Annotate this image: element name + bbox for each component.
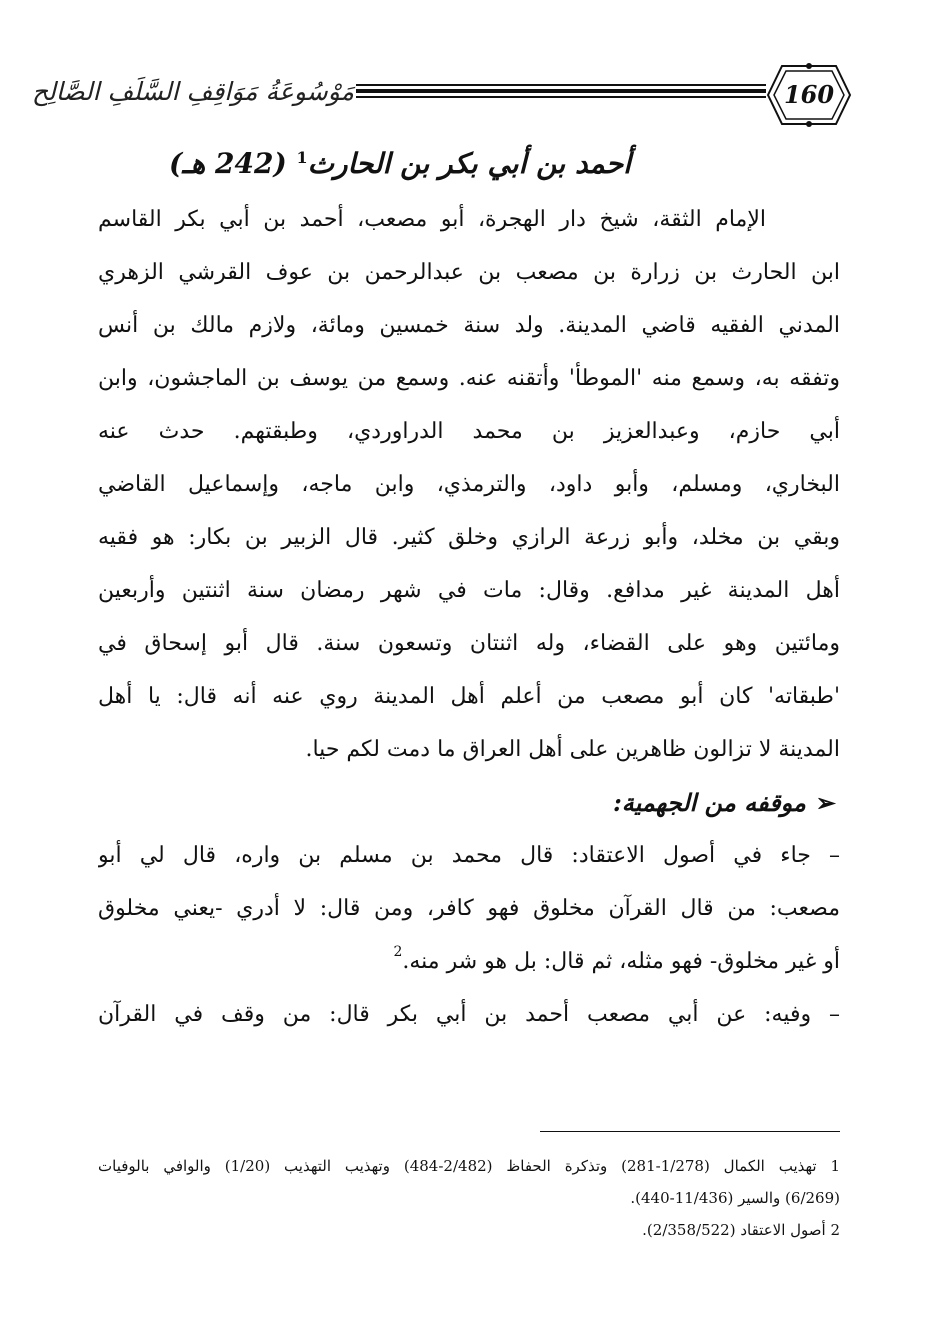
page-number-badge (764, 62, 854, 128)
body-line: المدينة لا تزالون ظاهرين على أهل العراق ما دمت لكم حيا. (305, 737, 840, 762)
body-text (98, 193, 840, 1041)
body-line: – جاء في أصول الاعتقاد: قال محمد بن مسلم بن واره، قال لي أبو (98, 843, 840, 868)
body-line: 'طبقاته' كان أبو مصعب من أعلم أهل المدينة روي عنه أنه قال: يا أهل (98, 684, 840, 709)
arrow-bullet-icon: ➢ (815, 788, 836, 817)
body-line: – وفيه: عن أبي مصعب أحمد بن أبي بكر قال: من وقف في القرآن (98, 1002, 840, 1027)
body-line: ومائتين وهو على القضاء، وله اثنتان وتسعون سنة. قال أبو إسحاق في (98, 631, 840, 656)
footnote-ref: 2 (393, 944, 403, 960)
body-line: أبي حازم، وعبدالعزيز بن محمد الدراوردي، وطبقتهم. حدث عنه (98, 419, 840, 444)
page-header (31, 62, 854, 134)
body-line: وبقي بن مخلد، وأبو زرعة الرازي وخلق كثير. قال الزبير بن بكار: هو فقيه (98, 525, 840, 550)
heading-year: (242 هـ) (169, 147, 287, 180)
book-title: مَوْسُوعَةُ مَوَاقِفِ السَّلَفِ الصَّالِح (31, 77, 354, 106)
biography-heading (120, 138, 680, 190)
body-line: المدني الفقيه قاضي المدينة. ولد سنة خمسين ومائة، ولازم مالك بن أنس (98, 313, 840, 338)
body-line: مصعب: من قال القرآن مخلوق فهو كافر، ومن قال: لا أدري -يعني مخلوق (98, 896, 840, 921)
body-line: البخاري، ومسلم، وأبو داود، والترمذي، وابن ماجه، وإسماعيل القاضي (98, 472, 840, 497)
section-subheading (98, 776, 840, 829)
body-line (98, 935, 840, 988)
body-line: أهل المدينة غير مدافع. وقال: مات في شهر رمضان سنة اثنتين وأربعين (98, 578, 840, 603)
footnote: (6/269) والسير (11/436-440). (630, 1189, 840, 1207)
body-line-text: أو غير مخلوق- فهو مثله، ثم قال: بل هو شر منه. (402, 949, 840, 974)
page-number: 160 (783, 80, 835, 109)
footnote-ref: 1 (296, 148, 308, 167)
header-rule (356, 89, 766, 93)
heading-name: أحمد بن أبي بكر بن الحارث (307, 147, 631, 180)
header-rule (356, 84, 766, 86)
body-line: وتفقه به، وسمع منه 'الموطأ' وأتقنه عنه. وسمع من يوسف بن الماجشون، وابن (98, 366, 840, 391)
footnotes (98, 1150, 840, 1246)
footnote: 2 أصول الاعتقاد (2/358/522). (642, 1221, 840, 1239)
body-line: ابن الحارث بن زرارة بن مصعب بن عبدالرحمن بن عوف القرشي الزهري (98, 260, 840, 285)
footnote: 1 تهذيب الكمال (1/278-281) وتذكرة الحفاظ (2/482-484) وتهذيب التهذيب (1/20) والوافي بالوفيات (98, 1157, 840, 1175)
subheading-text: موقفه من الجهمية: (612, 788, 806, 817)
footnote-separator (540, 1131, 840, 1132)
body-line: الإمام الثقة، شيخ دار الهجرة، أبو مصعب، أحمد بن أبي بكر القاسم (98, 207, 767, 232)
header-rule (356, 96, 766, 98)
